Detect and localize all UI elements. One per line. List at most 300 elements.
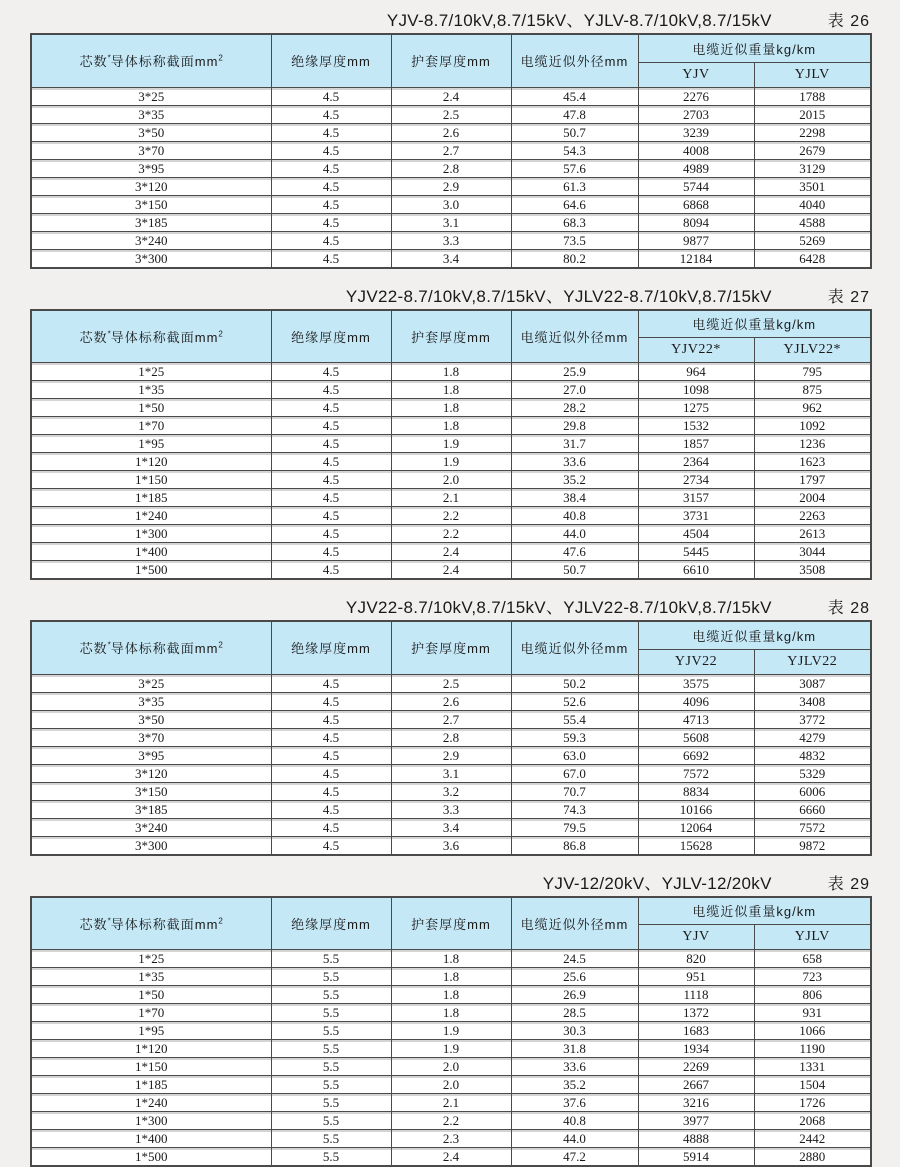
- table-cell: 2.4: [391, 87, 511, 105]
- table-row: [31, 728, 871, 746]
- table-row: [31, 1130, 871, 1148]
- table-row: [31, 435, 871, 453]
- table-cell: 951: [638, 968, 754, 986]
- table-27-number: 表 27: [828, 284, 870, 307]
- table-cell: 6692: [638, 746, 754, 764]
- cable-spec-table-28: [30, 620, 872, 856]
- table-cell: 5329: [754, 764, 871, 782]
- table-cell: 6868: [638, 195, 754, 213]
- table-cell: 1*50: [31, 399, 271, 417]
- table-cell: 2442: [754, 1130, 871, 1148]
- table-cell: 2.9: [391, 746, 511, 764]
- table-cell: 1504: [754, 1076, 871, 1094]
- table-cell: 2.4: [391, 543, 511, 561]
- table-cell: 2.5: [391, 674, 511, 692]
- table-cell: 4.5: [271, 399, 391, 417]
- table-cell: 1.8: [391, 1004, 511, 1022]
- table-cell: 1.9: [391, 1040, 511, 1058]
- table-row: [31, 1004, 871, 1022]
- table-block-29: [30, 869, 870, 1167]
- table-row: [31, 710, 871, 728]
- table-29-number: 表 29: [828, 871, 870, 894]
- table-cell: 31.7: [511, 435, 638, 453]
- table-cell: 4.5: [271, 195, 391, 213]
- table-cell: 962: [754, 399, 871, 417]
- table-cell: 4.5: [271, 105, 391, 123]
- table-cell: 1*25: [31, 363, 271, 381]
- table-cell: 1*120: [31, 1040, 271, 1058]
- table-cell: 25.6: [511, 968, 638, 986]
- table-row: [31, 836, 871, 855]
- table-cell: 28.5: [511, 1004, 638, 1022]
- table-cell: 4.5: [271, 471, 391, 489]
- table-cell: 1788: [754, 87, 871, 105]
- table-cell: 29.8: [511, 417, 638, 435]
- table-cell: 4588: [754, 213, 871, 231]
- table-cell: 5744: [638, 177, 754, 195]
- table-cell: 7572: [638, 764, 754, 782]
- table-cell: 2613: [754, 525, 871, 543]
- table-cell: 3.1: [391, 764, 511, 782]
- table-row: [31, 195, 871, 213]
- table-cell: 3.4: [391, 249, 511, 268]
- column-header-sheath: 护套厚度mm: [391, 621, 511, 674]
- table-cell: 2.0: [391, 1058, 511, 1076]
- table-row: [31, 1094, 871, 1112]
- column-header-sheath: 护套厚度mm: [391, 897, 511, 950]
- table-row: [31, 950, 871, 968]
- table-cell: 1.8: [391, 968, 511, 986]
- table-cell: 4.5: [271, 836, 391, 855]
- table-cell: 38.4: [511, 489, 638, 507]
- table-cell: 2.5: [391, 105, 511, 123]
- table-row: [31, 1058, 871, 1076]
- table-cell: 5.5: [271, 1130, 391, 1148]
- column-header-sheath: 护套厚度mm: [391, 310, 511, 363]
- table-cell: 4.5: [271, 213, 391, 231]
- table-cell: 2.2: [391, 507, 511, 525]
- table-cell: 2880: [754, 1148, 871, 1167]
- table-cell: 1934: [638, 1040, 754, 1058]
- table-cell: 12184: [638, 249, 754, 268]
- table-cell: 2.1: [391, 1094, 511, 1112]
- table-26-title: YJV-8.7/10kV,8.7/15kV、YJLV-8.7/10kV,8.7/15kV: [387, 6, 772, 31]
- table-cell: 86.8: [511, 836, 638, 855]
- column-header-diameter: 电缆近似外径mm: [511, 34, 638, 87]
- table-cell: 6006: [754, 782, 871, 800]
- table-cell: 5.5: [271, 950, 391, 968]
- table-cell: 9872: [754, 836, 871, 855]
- table-cell: 2703: [638, 105, 754, 123]
- table-cell: 47.8: [511, 105, 638, 123]
- table-cell: 10166: [638, 800, 754, 818]
- table-cell: 3*185: [31, 800, 271, 818]
- table-cell: 3772: [754, 710, 871, 728]
- table-cell: 1857: [638, 435, 754, 453]
- table-cell: 3*35: [31, 105, 271, 123]
- table-29-title-row: [30, 869, 870, 892]
- table-cell: 6428: [754, 249, 871, 268]
- column-header-weight-group: 电缆近似重量kg/km: [638, 310, 871, 338]
- table-row: [31, 764, 871, 782]
- table-row: [31, 818, 871, 836]
- table-cell: 1.8: [391, 950, 511, 968]
- table-cell: 1726: [754, 1094, 871, 1112]
- table-cell: 2667: [638, 1076, 754, 1094]
- table-cell: 6610: [638, 561, 754, 580]
- table-cell: 45.4: [511, 87, 638, 105]
- table-cell: 40.8: [511, 1112, 638, 1130]
- table-cell: 1683: [638, 1022, 754, 1040]
- table-28-number: 表 28: [828, 595, 870, 618]
- table-cell: 4713: [638, 710, 754, 728]
- table-row: [31, 249, 871, 268]
- table-cell: 2269: [638, 1058, 754, 1076]
- table-28-header: [31, 621, 871, 674]
- table-cell: 4008: [638, 141, 754, 159]
- table-cell: 5608: [638, 728, 754, 746]
- table-cell: 3*25: [31, 674, 271, 692]
- table-cell: 5.5: [271, 1076, 391, 1094]
- column-header-insulation: 绝缘厚度mm: [271, 310, 391, 363]
- table-cell: 3087: [754, 674, 871, 692]
- table-row: [31, 986, 871, 1004]
- table-cell: 3*50: [31, 123, 271, 141]
- table-cell: 68.3: [511, 213, 638, 231]
- table-cell: 5.5: [271, 1004, 391, 1022]
- table-cell: 1236: [754, 435, 871, 453]
- table-cell: 5.5: [271, 1040, 391, 1058]
- table-cell: 4888: [638, 1130, 754, 1148]
- table-cell: 3501: [754, 177, 871, 195]
- column-header-weight-group: 电缆近似重量kg/km: [638, 34, 871, 62]
- table-cell: 4.5: [271, 141, 391, 159]
- table-27-title: YJV22-8.7/10kV,8.7/15kV、YJLV22-8.7/10kV,8.7/15kV: [346, 282, 772, 307]
- table-row: [31, 543, 871, 561]
- table-cell: 1*150: [31, 471, 271, 489]
- table-cell: 931: [754, 1004, 871, 1022]
- table-cell: 1*35: [31, 968, 271, 986]
- column-header-insulation: 绝缘厚度mm: [271, 621, 391, 674]
- column-header-weight-sub2: YJLV: [754, 925, 871, 950]
- table-cell: 4.5: [271, 381, 391, 399]
- table-cell: 1.9: [391, 435, 511, 453]
- table-cell: 1372: [638, 1004, 754, 1022]
- table-cell: 3*300: [31, 836, 271, 855]
- table-cell: 59.3: [511, 728, 638, 746]
- table-row: [31, 1040, 871, 1058]
- table-28-title: YJV22-8.7/10kV,8.7/15kV、YJLV22-8.7/10kV,8.7/15kV: [346, 593, 772, 618]
- table-cell: 2.8: [391, 728, 511, 746]
- table-row: [31, 363, 871, 381]
- table-cell: 70.7: [511, 782, 638, 800]
- table-cell: 2.6: [391, 692, 511, 710]
- table-block-26: [30, 6, 870, 269]
- table-cell: 4.5: [271, 363, 391, 381]
- table-cell: 2.8: [391, 159, 511, 177]
- column-header-insulation: 绝缘厚度mm: [271, 34, 391, 87]
- column-header-weight-sub1: YJV22: [638, 649, 754, 674]
- table-row: [31, 525, 871, 543]
- table-cell: 2.7: [391, 710, 511, 728]
- column-header-weight-sub2: YJLV22: [754, 649, 871, 674]
- table-cell: 658: [754, 950, 871, 968]
- table-cell: 964: [638, 363, 754, 381]
- table-cell: 28.2: [511, 399, 638, 417]
- column-header-weight-sub1: YJV: [638, 62, 754, 87]
- table-cell: 3977: [638, 1112, 754, 1130]
- table-cell: 723: [754, 968, 871, 986]
- table-cell: 1*400: [31, 1130, 271, 1148]
- table-cell: 1*400: [31, 543, 271, 561]
- table-cell: 4096: [638, 692, 754, 710]
- table-cell: 3*150: [31, 195, 271, 213]
- table-cell: 1*300: [31, 525, 271, 543]
- table-cell: 1532: [638, 417, 754, 435]
- table-cell: 3731: [638, 507, 754, 525]
- table-cell: 4.5: [271, 692, 391, 710]
- table-row: [31, 417, 871, 435]
- table-27-title-row: [30, 282, 870, 305]
- table-cell: 3*95: [31, 159, 271, 177]
- table-cell: 4.5: [271, 728, 391, 746]
- table-cell: 3*185: [31, 213, 271, 231]
- table-29-title: YJV-12/20kV、YJLV-12/20kV: [543, 869, 772, 894]
- table-row: [31, 159, 871, 177]
- table-cell: 4.5: [271, 231, 391, 249]
- table-cell: 2.6: [391, 123, 511, 141]
- table-row: [31, 399, 871, 417]
- table-cell: 73.5: [511, 231, 638, 249]
- table-row: [31, 1148, 871, 1167]
- table-cell: 2.1: [391, 489, 511, 507]
- table-row: [31, 1112, 871, 1130]
- table-cell: 2004: [754, 489, 871, 507]
- table-cell: 44.0: [511, 525, 638, 543]
- table-cell: 1*95: [31, 1022, 271, 1040]
- table-cell: 4.5: [271, 507, 391, 525]
- table-row: [31, 746, 871, 764]
- table-cell: 8094: [638, 213, 754, 231]
- table-cell: 1*300: [31, 1112, 271, 1130]
- table-cell: 4.5: [271, 177, 391, 195]
- column-header-diameter: 电缆近似外径mm: [511, 621, 638, 674]
- table-cell: 33.6: [511, 453, 638, 471]
- table-cell: 8834: [638, 782, 754, 800]
- table-cell: 40.8: [511, 507, 638, 525]
- table-row: [31, 968, 871, 986]
- table-row: [31, 453, 871, 471]
- table-cell: 52.6: [511, 692, 638, 710]
- table-cell: 2.0: [391, 471, 511, 489]
- table-row: [31, 1022, 871, 1040]
- table-cell: 1*120: [31, 453, 271, 471]
- table-cell: 1*50: [31, 986, 271, 1004]
- cable-spec-table-29: [30, 896, 872, 1167]
- table-cell: 795: [754, 363, 871, 381]
- table-cell: 1*70: [31, 417, 271, 435]
- table-block-27: [30, 282, 870, 581]
- table-cell: 5.5: [271, 1094, 391, 1112]
- column-header-weight-group: 电缆近似重量kg/km: [638, 621, 871, 649]
- table-cell: 3044: [754, 543, 871, 561]
- table-cell: 50.7: [511, 561, 638, 580]
- column-header-weight-sub2: YJLV22*: [754, 338, 871, 363]
- table-28-body: [31, 674, 871, 855]
- table-row: [31, 177, 871, 195]
- table-cell: 820: [638, 950, 754, 968]
- table-cell: 4040: [754, 195, 871, 213]
- table-cell: 4.5: [271, 87, 391, 105]
- table-cell: 3*70: [31, 728, 271, 746]
- table-cell: 3*35: [31, 692, 271, 710]
- table-cell: 1.8: [391, 363, 511, 381]
- table-cell: 4.5: [271, 746, 391, 764]
- table-cell: 1331: [754, 1058, 871, 1076]
- table-cell: 4832: [754, 746, 871, 764]
- table-cell: 79.5: [511, 818, 638, 836]
- table-cell: 2.2: [391, 1112, 511, 1130]
- table-cell: 3*120: [31, 764, 271, 782]
- table-cell: 3157: [638, 489, 754, 507]
- cable-spec-table-26: [30, 33, 872, 269]
- table-cell: 15628: [638, 836, 754, 855]
- column-header-weight-sub2: YJLV: [754, 62, 871, 87]
- table-cell: 2068: [754, 1112, 871, 1130]
- table-cell: 1.9: [391, 1022, 511, 1040]
- table-cell: 3.4: [391, 818, 511, 836]
- table-row: [31, 231, 871, 249]
- table-cell: 37.6: [511, 1094, 638, 1112]
- table-cell: 3.0: [391, 195, 511, 213]
- table-cell: 3129: [754, 159, 871, 177]
- table-cell: 1.8: [391, 399, 511, 417]
- table-cell: 3.2: [391, 782, 511, 800]
- table-cell: 5445: [638, 543, 754, 561]
- table-row: [31, 692, 871, 710]
- column-header-insulation: 绝缘厚度mm: [271, 897, 391, 950]
- table-cell: 2.4: [391, 1148, 511, 1167]
- table-cell: 1*35: [31, 381, 271, 399]
- table-cell: 1797: [754, 471, 871, 489]
- table-cell: 57.6: [511, 159, 638, 177]
- column-header-core-section: 芯数*导体标称截面$mm^2$: [31, 34, 271, 87]
- table-cell: 1*185: [31, 1076, 271, 1094]
- table-cell: 3*70: [31, 141, 271, 159]
- table-row: [31, 800, 871, 818]
- table-cell: 4279: [754, 728, 871, 746]
- table-cell: 1118: [638, 986, 754, 1004]
- column-header-weight-sub1: YJV22*: [638, 338, 754, 363]
- column-header-weight-group: 电缆近似重量kg/km: [638, 897, 871, 925]
- column-header-core-section: 芯数*导体标称截面$mm^2$: [31, 621, 271, 674]
- table-27-body: [31, 363, 871, 580]
- table-cell: 5.5: [271, 968, 391, 986]
- table-cell: 1098: [638, 381, 754, 399]
- table-cell: 3.3: [391, 231, 511, 249]
- table-29-header: [31, 897, 871, 950]
- column-header-weight-sub1: YJV: [638, 925, 754, 950]
- table-cell: 4504: [638, 525, 754, 543]
- table-cell: 3508: [754, 561, 871, 580]
- table-cell: 24.5: [511, 950, 638, 968]
- table-cell: 1*240: [31, 1094, 271, 1112]
- table-26-header: [31, 34, 871, 87]
- table-cell: 3*95: [31, 746, 271, 764]
- table-cell: 1.8: [391, 417, 511, 435]
- table-cell: 1*25: [31, 950, 271, 968]
- column-header-diameter: 电缆近似外径mm: [511, 310, 638, 363]
- table-cell: 4989: [638, 159, 754, 177]
- table-cell: 1.8: [391, 381, 511, 399]
- table-cell: 4.5: [271, 543, 391, 561]
- table-cell: 2.2: [391, 525, 511, 543]
- table-cell: 55.4: [511, 710, 638, 728]
- table-26-body: [31, 87, 871, 268]
- table-cell: 2.4: [391, 561, 511, 580]
- table-cell: 5.5: [271, 1022, 391, 1040]
- table-cell: 806: [754, 986, 871, 1004]
- table-cell: 3*240: [31, 231, 271, 249]
- table-cell: 4.5: [271, 417, 391, 435]
- table-cell: 1623: [754, 453, 871, 471]
- table-cell: 1*500: [31, 1148, 271, 1167]
- table-cell: 3575: [638, 674, 754, 692]
- column-header-core-section: 芯数*导体标称截面$mm^2$: [31, 310, 271, 363]
- table-cell: 4.5: [271, 561, 391, 580]
- table-cell: 4.5: [271, 782, 391, 800]
- table-cell: 2263: [754, 507, 871, 525]
- table-cell: 4.5: [271, 453, 391, 471]
- table-cell: 4.5: [271, 159, 391, 177]
- table-cell: 31.8: [511, 1040, 638, 1058]
- table-cell: 3216: [638, 1094, 754, 1112]
- table-cell: 4.5: [271, 674, 391, 692]
- table-cell: 875: [754, 381, 871, 399]
- cable-spec-table-27: [30, 309, 872, 581]
- table-cell: 47.2: [511, 1148, 638, 1167]
- table-27-header: [31, 310, 871, 363]
- table-cell: 7572: [754, 818, 871, 836]
- table-cell: 5269: [754, 231, 871, 249]
- table-cell: 3.6: [391, 836, 511, 855]
- table-cell: 2.0: [391, 1076, 511, 1094]
- table-block-28: [30, 593, 870, 856]
- table-cell: 3*50: [31, 710, 271, 728]
- table-row: [31, 489, 871, 507]
- table-cell: 67.0: [511, 764, 638, 782]
- table-cell: 6660: [754, 800, 871, 818]
- table-cell: 2734: [638, 471, 754, 489]
- table-cell: 50.2: [511, 674, 638, 692]
- table-cell: 2364: [638, 453, 754, 471]
- table-cell: 74.3: [511, 800, 638, 818]
- table-cell: 1*240: [31, 507, 271, 525]
- table-cell: 1.8: [391, 986, 511, 1004]
- table-cell: 61.3: [511, 177, 638, 195]
- table-row: [31, 782, 871, 800]
- table-cell: 35.2: [511, 1076, 638, 1094]
- table-cell: 4.5: [271, 123, 391, 141]
- table-cell: 1275: [638, 399, 754, 417]
- table-cell: 2015: [754, 105, 871, 123]
- table-cell: 35.2: [511, 471, 638, 489]
- table-cell: 5.5: [271, 1112, 391, 1130]
- table-cell: 2.7: [391, 141, 511, 159]
- table-cell: 4.5: [271, 800, 391, 818]
- table-28-title-row: [30, 593, 870, 616]
- table-29-body: [31, 950, 871, 1167]
